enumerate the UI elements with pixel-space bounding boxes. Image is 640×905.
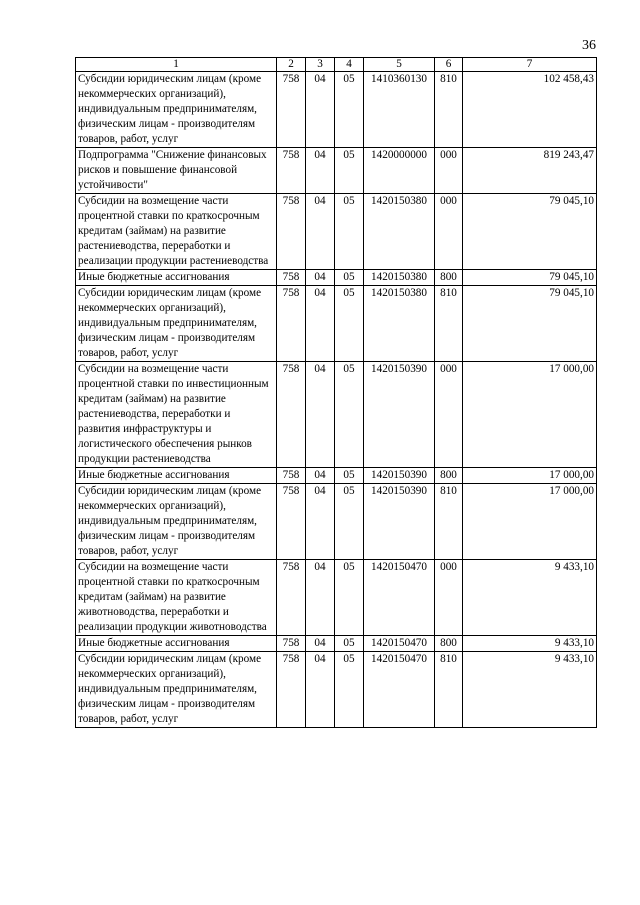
subsection-code-cell: 05: [335, 468, 364, 484]
ministry-code-cell: 758: [277, 652, 306, 728]
target-article-cell: 1420150380: [364, 286, 435, 362]
column-header: 3: [306, 58, 335, 72]
subsection-code-cell: 05: [335, 484, 364, 560]
expense-type-cell: 000: [435, 148, 463, 194]
subsection-code-cell: 05: [335, 560, 364, 636]
column-header: 6: [435, 58, 463, 72]
item-name-cell: Субсидии юридическим лицам (кроме некоммерческих организаций), индивидуальным предпринимателям, физическим лицам - производителям товаров, работ, услуг: [76, 652, 277, 728]
ministry-code-cell: 758: [277, 468, 306, 484]
amount-cell: 79 045,10: [463, 286, 597, 362]
section-code-cell: 04: [306, 194, 335, 270]
table-row: [76, 72, 597, 148]
item-name-cell: Иные бюджетные ассигнования: [76, 270, 277, 286]
amount-cell: 17 000,00: [463, 468, 597, 484]
target-article-cell: 1420150390: [364, 362, 435, 468]
expense-type-cell: 810: [435, 652, 463, 728]
subsection-code-cell: 05: [335, 148, 364, 194]
subsection-code-cell: 05: [335, 636, 364, 652]
amount-cell: 17 000,00: [463, 362, 597, 468]
item-name-cell: Иные бюджетные ассигнования: [76, 636, 277, 652]
subsection-code-cell: 05: [335, 72, 364, 148]
budget-table: [75, 57, 597, 728]
section-code-cell: 04: [306, 652, 335, 728]
item-name-cell: Субсидии юридическим лицам (кроме некоммерческих организаций), индивидуальным предпринимателям, физическим лицам - производителям товаров, работ, услуг: [76, 286, 277, 362]
target-article-cell: 1420150470: [364, 636, 435, 652]
target-article-cell: 1420150470: [364, 560, 435, 636]
subsection-code-cell: 05: [335, 286, 364, 362]
target-article-cell: 1420150380: [364, 194, 435, 270]
amount-cell: 79 045,10: [463, 270, 597, 286]
ministry-code-cell: 758: [277, 286, 306, 362]
ministry-code-cell: 758: [277, 560, 306, 636]
ministry-code-cell: 758: [277, 362, 306, 468]
ministry-code-cell: 758: [277, 72, 306, 148]
item-name-cell: Подпрограмма "Снижение финансовых рисков и повышение финансовой устойчивости": [76, 148, 277, 194]
section-code-cell: 04: [306, 72, 335, 148]
section-code-cell: 04: [306, 468, 335, 484]
expense-type-cell: 000: [435, 194, 463, 270]
expense-type-cell: 800: [435, 468, 463, 484]
item-name-cell: Субсидии на возмещение части процентной ставки по инвестиционным кредитам (займам) на развитие растениеводства, переработки и развития инфраструктуры и логистического обеспечения рынков продукции растениеводства: [76, 362, 277, 468]
ministry-code-cell: 758: [277, 270, 306, 286]
page-number: 36: [582, 38, 596, 53]
ministry-code-cell: 758: [277, 484, 306, 560]
column-header: 1: [76, 58, 277, 72]
column-header: 5: [364, 58, 435, 72]
column-header: 7: [463, 58, 597, 72]
section-code-cell: 04: [306, 270, 335, 286]
target-article-cell: 1420000000: [364, 148, 435, 194]
amount-cell: 79 045,10: [463, 194, 597, 270]
table-row: [76, 468, 597, 484]
target-article-cell: 1420150470: [364, 652, 435, 728]
amount-cell: 819 243,47: [463, 148, 597, 194]
amount-cell: 102 458,43: [463, 72, 597, 148]
table-row: [76, 484, 597, 560]
table-row: [76, 560, 597, 636]
column-header: 2: [277, 58, 306, 72]
table-header-row: [76, 58, 597, 72]
item-name-cell: Субсидии юридическим лицам (кроме некоммерческих организаций), индивидуальным предпринимателям, физическим лицам - производителям товаров, работ, услуг: [76, 484, 277, 560]
section-code-cell: 04: [306, 560, 335, 636]
section-code-cell: 04: [306, 362, 335, 468]
table-row: [76, 286, 597, 362]
section-code-cell: 04: [306, 148, 335, 194]
table-row: [76, 362, 597, 468]
expense-type-cell: 810: [435, 286, 463, 362]
target-article-cell: 1420150380: [364, 270, 435, 286]
item-name-cell: Субсидии на возмещение части процентной ставки по краткосрочным кредитам (займам) на развитие растениеводства, переработки и реализации продукции растениеводства: [76, 194, 277, 270]
table-row: [76, 194, 597, 270]
expense-type-cell: 800: [435, 270, 463, 286]
expense-type-cell: 800: [435, 636, 463, 652]
target-article-cell: 1420150390: [364, 484, 435, 560]
section-code-cell: 04: [306, 636, 335, 652]
ministry-code-cell: 758: [277, 636, 306, 652]
target-article-cell: 1410360130: [364, 72, 435, 148]
target-article-cell: 1420150390: [364, 468, 435, 484]
item-name-cell: Иные бюджетные ассигнования: [76, 468, 277, 484]
table-row: [76, 652, 597, 728]
table-row: [76, 270, 597, 286]
subsection-code-cell: 05: [335, 194, 364, 270]
ministry-code-cell: 758: [277, 148, 306, 194]
ministry-code-cell: 758: [277, 194, 306, 270]
section-code-cell: 04: [306, 286, 335, 362]
expense-type-cell: 000: [435, 362, 463, 468]
subsection-code-cell: 05: [335, 270, 364, 286]
amount-cell: 9 433,10: [463, 560, 597, 636]
expense-type-cell: 810: [435, 72, 463, 148]
table-row: [76, 636, 597, 652]
item-name-cell: Субсидии юридическим лицам (кроме некоммерческих организаций), индивидуальным предпринимателям, физическим лицам - производителям товаров, работ, услуг: [76, 72, 277, 148]
amount-cell: 9 433,10: [463, 652, 597, 728]
amount-cell: 9 433,10: [463, 636, 597, 652]
amount-cell: 17 000,00: [463, 484, 597, 560]
table-row: [76, 148, 597, 194]
item-name-cell: Субсидии на возмещение части процентной ставки по краткосрочным кредитам (займам) на развитие животноводства, переработки и реализации продукции животноводства: [76, 560, 277, 636]
section-code-cell: 04: [306, 484, 335, 560]
expense-type-cell: 810: [435, 484, 463, 560]
subsection-code-cell: 05: [335, 362, 364, 468]
expense-type-cell: 000: [435, 560, 463, 636]
subsection-code-cell: 05: [335, 652, 364, 728]
column-header: 4: [335, 58, 364, 72]
